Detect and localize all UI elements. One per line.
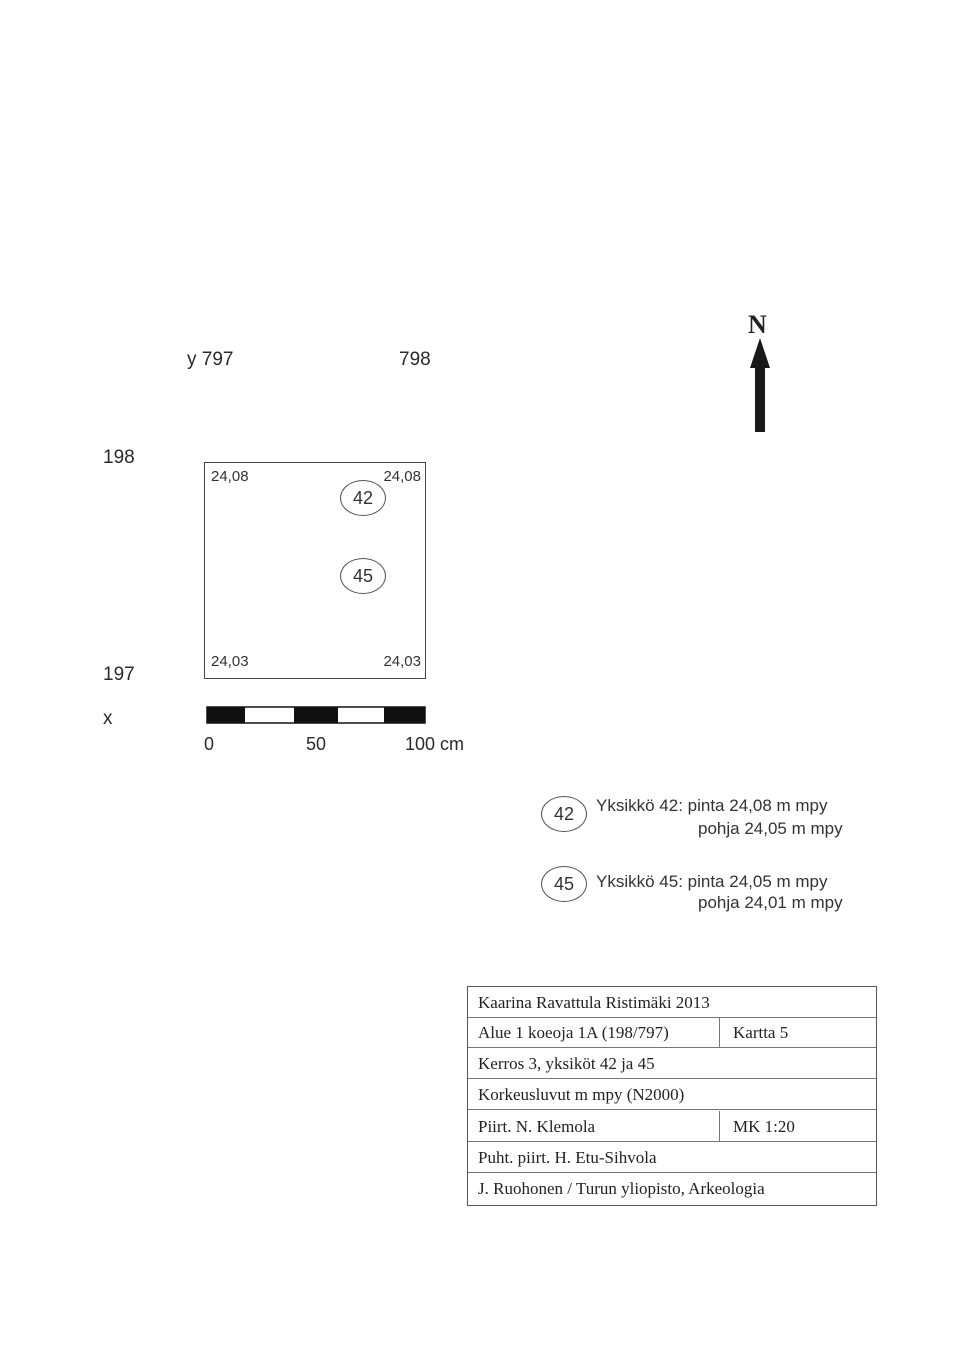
legend-unit-45-marker: 45 [541, 866, 587, 902]
elevation-top-left: 24,08 [211, 468, 249, 485]
grid-label-y797: y 797 [187, 349, 234, 370]
legend-42-bottom: pohja 24,05 m mpy [698, 819, 843, 838]
title-row-7 [468, 1173, 876, 1203]
scale-label-0: 0 [204, 734, 215, 754]
elevation-bottom-left: 24,03 [211, 653, 249, 670]
unit-42-marker: 42 [340, 480, 386, 516]
title-scale: MK 1:20 [733, 1117, 795, 1136]
title-row-3 [468, 1048, 876, 1079]
grid-label-x-axis: x [103, 708, 113, 729]
grid-label-y798: 798 [399, 349, 431, 370]
grid-label-x198: 198 [103, 447, 135, 468]
title-institution: J. Ruohonen / Turun yliopisto, Arkeologia [478, 1179, 765, 1198]
north-arrow-icon [746, 338, 776, 434]
unit-45-marker: 45 [340, 558, 386, 594]
legend-45-bottom: pohja 24,01 m mpy [698, 893, 843, 912]
title-row-4 [468, 1079, 876, 1110]
title-row-5 [468, 1111, 876, 1142]
scale-bar [206, 706, 428, 724]
title-clean-copy: Puht. piirt. H. Etu-Sihvola [478, 1148, 657, 1167]
north-label: N [748, 310, 767, 339]
legend-42-surface: Yksikkö 42: pinta 24,08 m mpy [596, 796, 828, 815]
elevation-top-right: 24,08 [383, 468, 421, 485]
legend-45-surface: Yksikkö 45: pinta 24,05 m mpy [596, 872, 828, 891]
elevation-bottom-right: 24,03 [383, 653, 421, 670]
excavation-square [204, 462, 426, 679]
scale-label-100: 100 cm [405, 734, 465, 754]
title-area: Alue 1 koeoja 1A (198/797) [478, 1023, 669, 1042]
title-elevations: Korkeusluvut m mpy (N2000) [478, 1085, 685, 1104]
title-site: Kaarina Ravattula Ristimäki 2013 [478, 993, 710, 1012]
title-layer: Kerros 3, yksiköt 42 ja 45 [478, 1054, 655, 1073]
title-row-6 [468, 1142, 876, 1173]
title-drawn-by: Piirt. N. Klemola [478, 1117, 596, 1136]
title-row-1 [468, 987, 876, 1018]
title-map-number: Kartta 5 [733, 1023, 789, 1042]
scale-label-50: 50 [306, 734, 327, 754]
title-block [467, 986, 877, 1206]
legend-unit-42-marker: 42 [541, 796, 587, 832]
grid-label-x197: 197 [103, 664, 135, 685]
title-row-2 [468, 1017, 876, 1048]
